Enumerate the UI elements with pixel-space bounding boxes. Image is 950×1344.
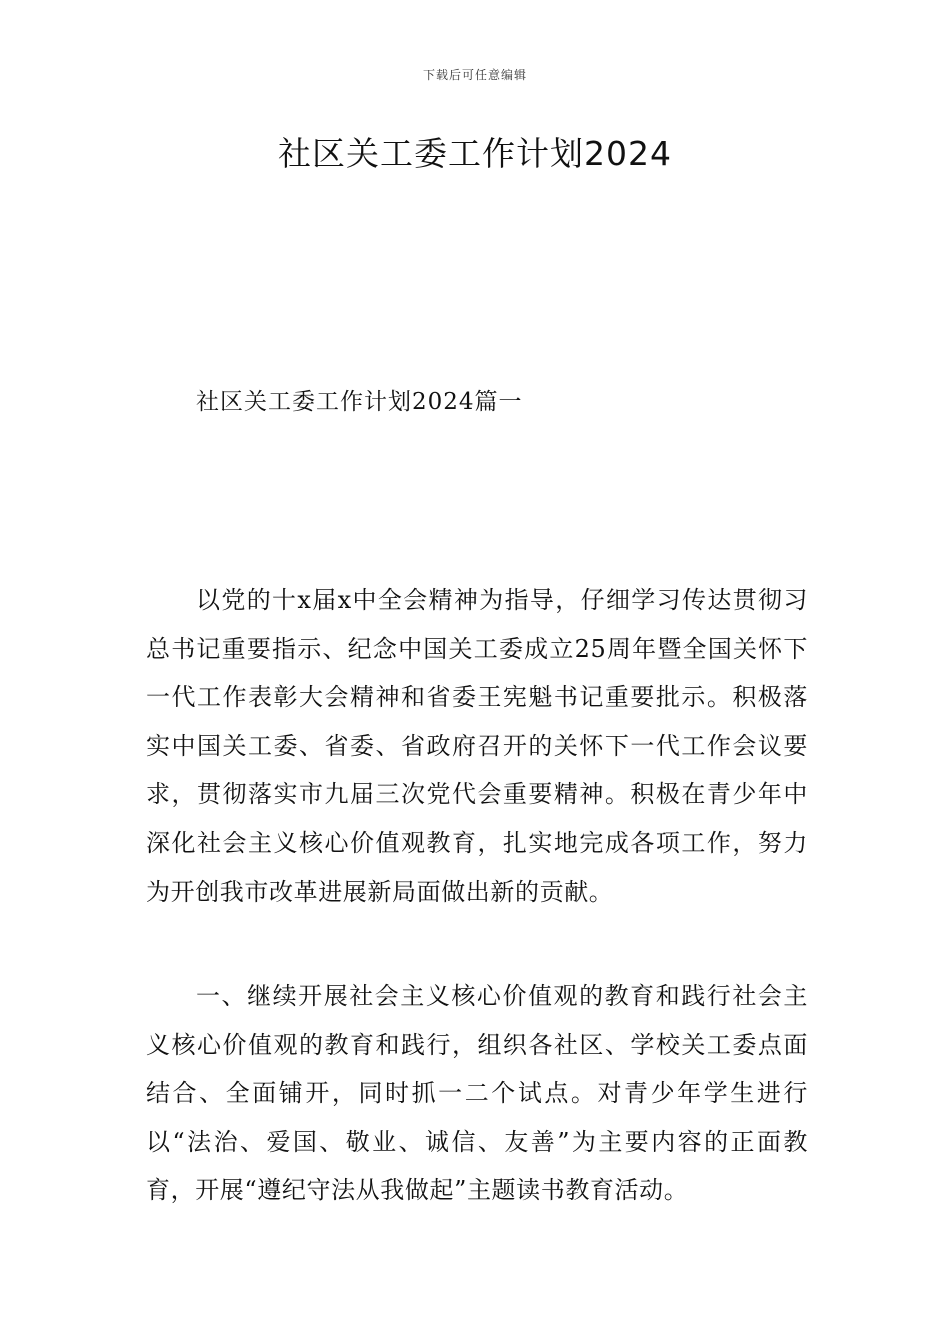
section-heading: 社区关工委工作计划2024篇一 [196,389,523,415]
body-paragraph: 一、继续开展社会主义核心价值观的教育和践行社会主义核心价值观的教育和践行，组织各社区、学校关工委点面结合、全面铺开，同时抓一二个试点。对青少年学生进行以“法治、爱国、敬业、诚信、友善”为主要内容的正面教育，开展“遵纪守法从我做起”主题读书教育活动。 [146,982,808,1205]
header-note: 下载后可任意编辑 [422,68,527,82]
document-title: 社区关工委工作计划2024 [278,134,672,173]
body-paragraph: 以党的十x届x中全会精神为指导，仔细学习传达贯彻习总书记重要指示、纪念中国关工委成立25周年暨全国关怀下一代工作表彰大会精神和省委王宪魁书记重要批示。积极落实中国关工委、省委、省政府召开的关怀下一代工作会议要求，贯彻落实市九届三次党代会重要精神。积极在青少年中深化社会主义核心价值观教育，扎实地完成各项工作，努力为开创我市改革进展新局面做出新的贡献。 [146,586,808,906]
